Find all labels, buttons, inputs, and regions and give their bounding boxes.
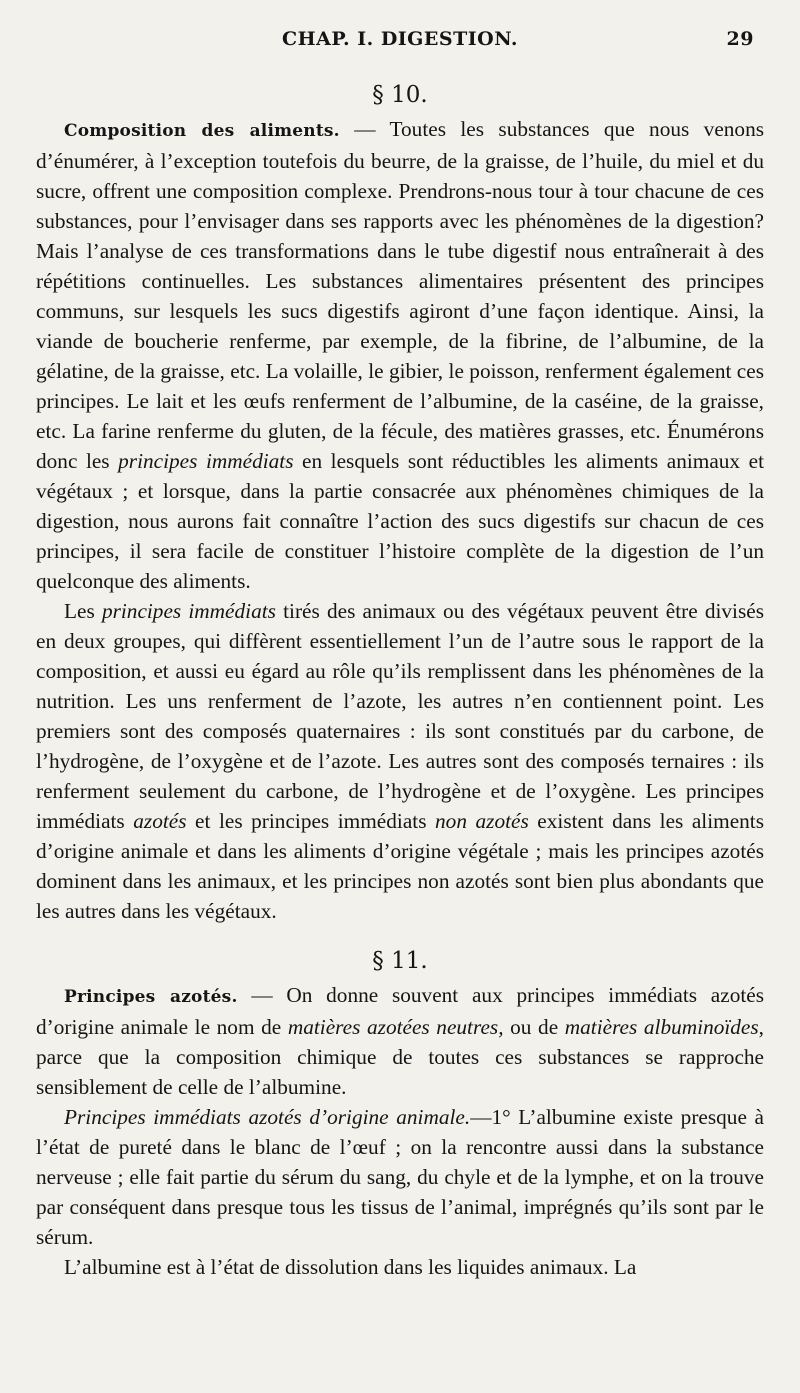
emphasis: non azotés (435, 809, 529, 833)
section-number: § 11. (372, 948, 428, 974)
paragraph-text: existent dans les aliments d’origine animale et dans les aliments d’origine végétale ; mais les principes azotés dominent dans les animaux, et les principes non azotés sont bien plus abondants que les autres dans les végétaux. (36, 809, 765, 923)
paragraph (36, 596, 764, 926)
running-head (36, 28, 764, 60)
paragraph (36, 1102, 764, 1252)
paragraph (36, 1252, 764, 1282)
emphasis: azotés (133, 809, 187, 833)
emphasis: matières azotées neutres, (287, 1015, 504, 1039)
chapter-title: CHAP. I. DIGESTION. (282, 28, 518, 50)
paragraph-text: — Toutes les substances que nous venons d’énumérer, à l’exception toutefois du beurre, de la graisse, de l’huile, du miel et du sucre, offrent une composition complexe. Prendrons-nous tour à tour chacune de ces substances, pour l’envisager dans ses rapports avec les phénomènes de la digestion? Mais l’analyse de ces transformations dans le tube digestif nous entraînerait à des répétitions continuelles. Les substances alimentaires présentent des principes communs, sur lesquels les sucs digestifs agiront d’une façon identique. Ainsi, la viande de boucherie renferme, par exemple, de la fibrine, de l’albumine, de la gélatine, de la graisse, etc. La volaille, le gibier, le poisson, renferment également ces principes. Le lait et les œufs renferment de l’albumine, de la caséine, de la graisse, etc. La farine renferme du gluten, de la fécule, des matières grasses, etc. Énumérons donc les (36, 117, 765, 473)
paragraph-lead: Principes immédiats azotés d’origine animale. (64, 1105, 471, 1129)
page-number: 29 (726, 28, 754, 50)
emphasis: principes immédiats (118, 449, 294, 473)
paragraph-text: —1° L’albumine existe presque à l’état de pureté dans le blanc de l’œuf ; on la rencontre aussi dans la substance nerveuse ; elle fait partie du sérum du sang, du chyle et de la lymphe, et on la trouve par conséquent dans presque tous les tissus de l’animal, imprégnés qu’ils sont par le sérum. (36, 1105, 765, 1249)
emphasis: principes immédiats (101, 599, 276, 623)
emphasis: matières albuminoïdes (564, 1015, 759, 1039)
paragraph-text: , parce que la composition chimique de toutes ces substances se rapproche sensiblement de celle de l’albumine. (36, 1015, 764, 1099)
paragraph-text: en lesquels sont réductibles les aliments animaux et végétaux ; et lorsque, dans la partie consacrée aux phénomènes chimiques de la digestion, nous aurons fait connaître l’action des sucs digestifs sur chacun de ces principes, il sera facile de constituer l’histoire complète de la digestion de l’un quelconque des aliments. (36, 449, 764, 593)
paragraph-text: ou de (503, 1015, 565, 1039)
paragraph (36, 114, 764, 596)
paragraph (36, 980, 764, 1102)
paragraph-text: L’albumine est à l’état de dissolution dans les liquides animaux. La (64, 1255, 637, 1279)
paragraph-text: tirés des animaux ou des végétaux peuvent être divisés en deux groupes, qui diffèrent essentiellement l’un de l’autre sous le rapport de la composition, et aussi eu égard au rôle qu’ils remplissent dans les phénomènes de la nutrition. Les uns renferment de l’azote, les autres n’en contiennent point. Les premiers sont des composés quaternaires : ils sont constitués par du carbone, de l’hydrogène, de l’oxygène et de l’azote. Les autres sont des composés ternaires : ils renferment seulement du carbone, de l’hydrogène et de l’oxygène. Les principes immédiats (36, 599, 764, 833)
paragraph-text: et les principes immédiats (186, 809, 436, 833)
paragraph-text: Les (64, 599, 102, 623)
paragraph-text: — On donne souvent aux principes immédiats azotés d’origine animale le nom de (36, 983, 764, 1039)
paragraph-lead: Principes azotés. (64, 987, 238, 1007)
paragraph-lead: Composition des aliments. (64, 121, 340, 141)
section-number: § 10. (372, 82, 428, 108)
